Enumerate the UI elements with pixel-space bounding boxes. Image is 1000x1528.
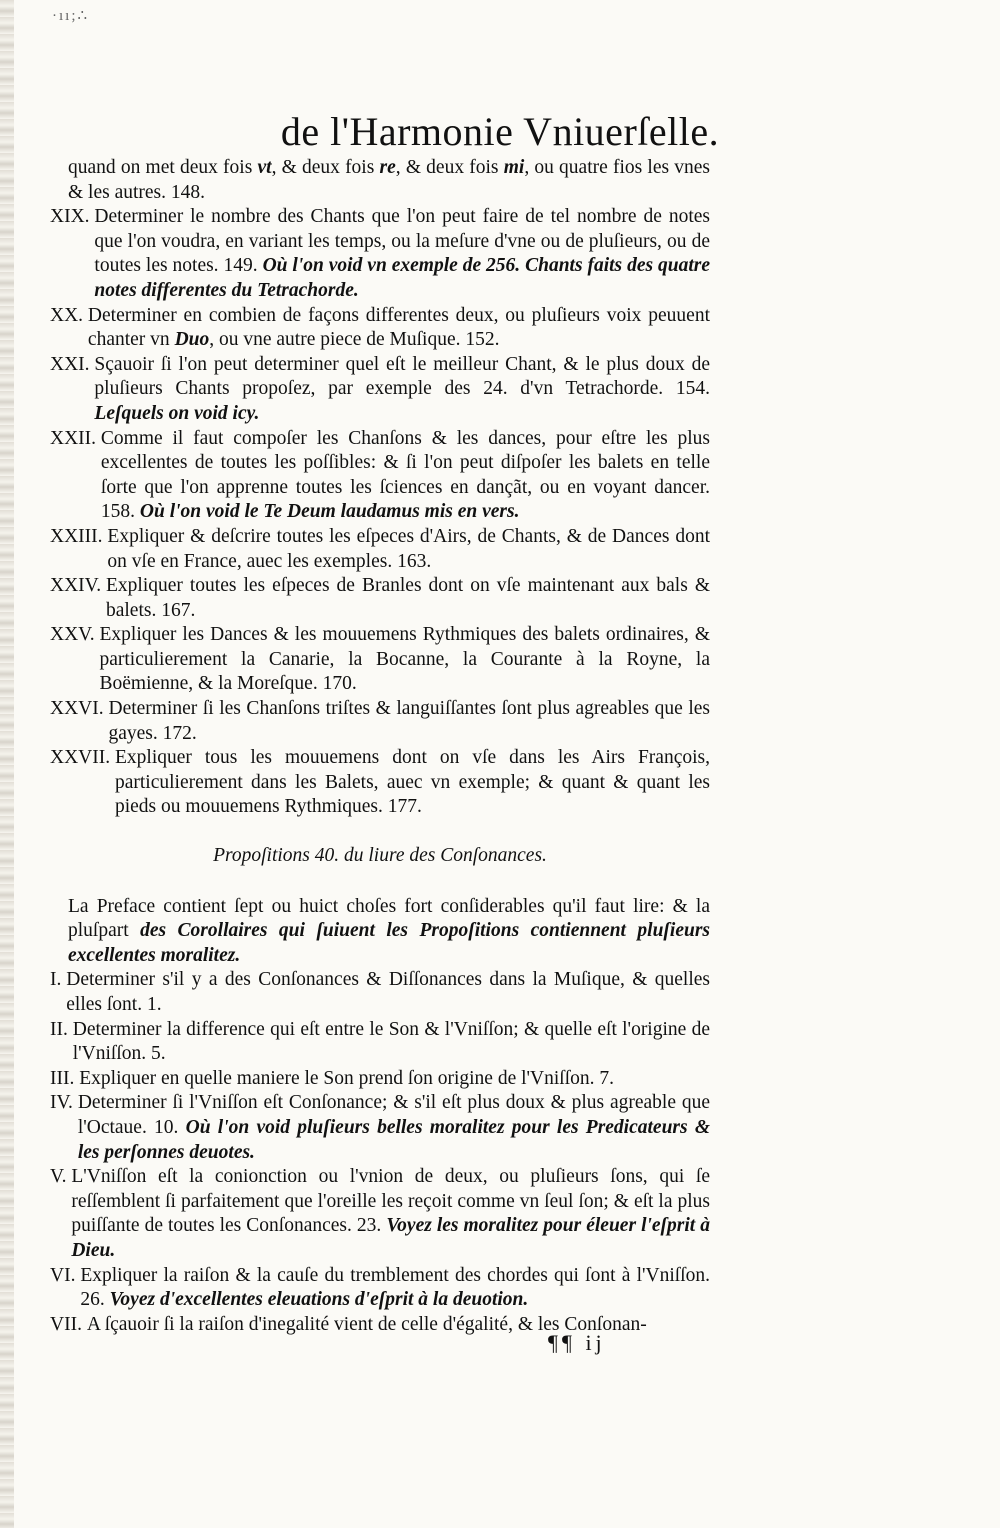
proposition-entry [50,353,710,427]
italic-note: vt [257,157,272,178]
proposition-entry [50,968,710,1017]
italic-note: Leſquels on void icy. [94,402,260,424]
proposition-number: XXII. [50,427,101,449]
catchword-signature: ¶¶ ij [548,1330,606,1355]
entry-text: Expliquer les Dances & les mouuemens Rythmiques des balets ordinaires, & particulierement la Canarie, la Bocanne, la Courante à la Royne, la Boëmienne, & la Moreſque. 170. [99,624,710,695]
proposition-text [115,746,710,820]
proposition-text [101,427,710,525]
preface-note [50,895,710,969]
entry-text: , ou vne autre piece de Muſique. 152. [209,329,500,351]
italic-note: Duo [174,329,210,351]
continued-entry [50,156,710,205]
proposition-text [73,1018,710,1067]
proposition-number: I. [50,969,67,991]
proposition-text [71,1165,710,1263]
proposition-number: IV. [50,1092,78,1114]
proposition-text [79,1067,710,1092]
proposition-entry [50,427,710,525]
entry-text: quand on met deux fois [68,157,258,178]
section-heading: Propoſitions 40. du liure des Conſonances. [213,845,547,867]
proposition-number: XXIV. [50,575,106,597]
proposition-entry [50,304,710,353]
entry-text: L'Vniſſon eſt la conionction ou l'vnion de deux, ou pluſieurs ſons, qui ſe reſſemblent ſi parfaitement que l'oreille les reçoit comme vn ſeul ſon; & eſt la plus puiſſante de toutes les Conſonances. 23. [71,1166,710,1237]
proposition-text [78,1091,710,1165]
entry-text: Expliquer en quelle maniere le Son prend ſon origine de l'Vniſſon. 7. [79,1067,614,1089]
italic-note: Où l'on void le Te Deum laudamus mis en vers. [139,501,520,523]
proposition-entry [50,525,710,574]
proposition-text [109,697,711,746]
table-of-propositions [50,156,710,1337]
italic-note: mi [503,157,525,178]
italic-note: des Corollaires qui ſuiuent les Propoſitions contiennent pluſieurs excellentes moralitez. [68,920,711,966]
proposition-number: XXVI. [50,698,109,720]
proposition-number: II. [50,1018,73,1040]
entry-text: Comme il faut compoſer les Chanſons & les dances, pour eſtre les plus excellentes de toutes les poſſibles: & ſi l'on peut diſpoſer les balets en telle ſorte que l'on apprenne toutes les ſciences en dançãt, ou en voyant dancer. 158. [100,427,710,523]
italic-note: Voyez d'excellentes eleuations d'eſprit à la deuotion. [109,1289,529,1311]
proposition-entry [50,623,710,697]
proposition-entry [50,1264,710,1313]
entry-text: La Preface contient ſept ou huict choſes fort conſiderables qu'il faut lire: & la pluſpart [68,895,710,942]
proposition-text [80,1264,710,1313]
proposition-entry [50,1018,710,1067]
entry-text: , ou quatre fios les vnes & les autres. 148. [68,157,710,203]
proposition-entry [50,1165,710,1263]
entry-text: Determiner ſi l'Vniſſon eſt Conſonance; & s'il eſt plus doux & plus agreable que l'Octaue. 10. [77,1092,710,1138]
entry-text: Determiner en combien de façons differentes deux, ou pluſieurs voix peuuent chanter vn [87,304,710,351]
proposition-entry [50,1067,710,1092]
entry-text: Determiner la difference qui eſt entre le Son & l'Vniſſon; & quelle eſt l'origine de l'Vniſſon. 5. [72,1018,710,1065]
italic-note: Où l'on void pluſieurs belles moralitez pour les Predicateurs & les perſonnes deuotes. [77,1116,710,1163]
corner-mark: ·ıı;∴ [52,8,90,24]
running-title: de l'Harmonie Vniuerſelle. [280,109,720,154]
italic-note: Où l'on void vn exemple de 256. Chants faits des quatre notes differentes du Tetrachorde. [94,255,711,301]
entry-text: , & deux fois [395,157,504,178]
proposition-entry [50,697,710,746]
proposition-number: XIX. [50,206,95,228]
entry-text: Determiner s'il y a des Conſonances & Diſſonances dans la Muſique, & quelles elles ſont. 1. [66,969,710,1015]
proposition-text [99,623,710,697]
page-edge-shadow [0,0,14,1528]
entry-text: Expliquer & deſcrire toutes les eſpeces d'Airs, de Chants, & de Dances dont on vſe en France, auec les exemples. 163. [107,525,710,572]
consonance-propositions-list [50,968,710,1337]
proposition-entry [50,1091,710,1165]
italic-note: Voyez les moralitez pour éleuer l'eſprit à Dieu. [71,1215,710,1261]
proposition-text [88,304,710,353]
proposition-number: VII. [50,1313,87,1335]
entry-text: Expliquer toutes les eſpeces de Branles dont on vſe maintenant aux bals & balets. 167. [105,575,710,621]
proposition-entry [50,1313,710,1338]
music-propositions-list [50,205,710,820]
proposition-entry [50,574,710,623]
proposition-text [66,968,710,1017]
italic-note: re [379,157,396,178]
proposition-entry [50,205,710,303]
proposition-number: XXIII. [50,525,108,547]
proposition-number: VI. [50,1264,81,1286]
proposition-number: XXI. [50,353,95,375]
entry-text: , & deux fois [271,157,380,178]
entry-text: Expliquer tous les mouuemens dont on vſe dans les Airs François, particulierement dans les Balets, auec vn exemple; & quant & quant les pieds ou mouuemens Rythmiques. 177. [114,747,710,818]
proposition-text [87,1313,710,1338]
proposition-text [94,353,710,427]
proposition-text [106,574,710,623]
entry-text: Determiner le nombre des Chants que l'on peut faire de tel nombre de notes que l'on voudra, en variant les temps, ou la meſure d'vne ou de pluſieurs, ou de toutes les notes. 149. [94,206,710,277]
proposition-number: V. [50,1166,72,1188]
entry-text: Determiner ſi les Chanſons triſtes & languiſſantes ſont plus agreables que les gayes. 172. [108,698,710,744]
proposition-entry [50,746,710,820]
entry-text: Expliquer la raiſon & la cauſe du tremblement des chordes qui ſont à l'Vniſſon. 26. [80,1264,710,1311]
proposition-number: XXVII. [50,747,115,769]
proposition-text [107,525,710,574]
proposition-number: XX. [50,304,88,326]
entry-text: A ſçauoir ſi la raiſon d'inegalité vient de celle d'égalité, & les Conſonan- [86,1313,647,1335]
entry-text: Sçauoir ſi l'on peut determiner quel eſt le meilleur Chant, & le plus doux de pluſieurs Chants propoſez, par exemple des 24. d'vn Tetrachorde. 154. [94,353,710,400]
proposition-number: III. [50,1067,80,1089]
proposition-text [94,205,710,303]
proposition-number: XXV. [50,624,100,646]
